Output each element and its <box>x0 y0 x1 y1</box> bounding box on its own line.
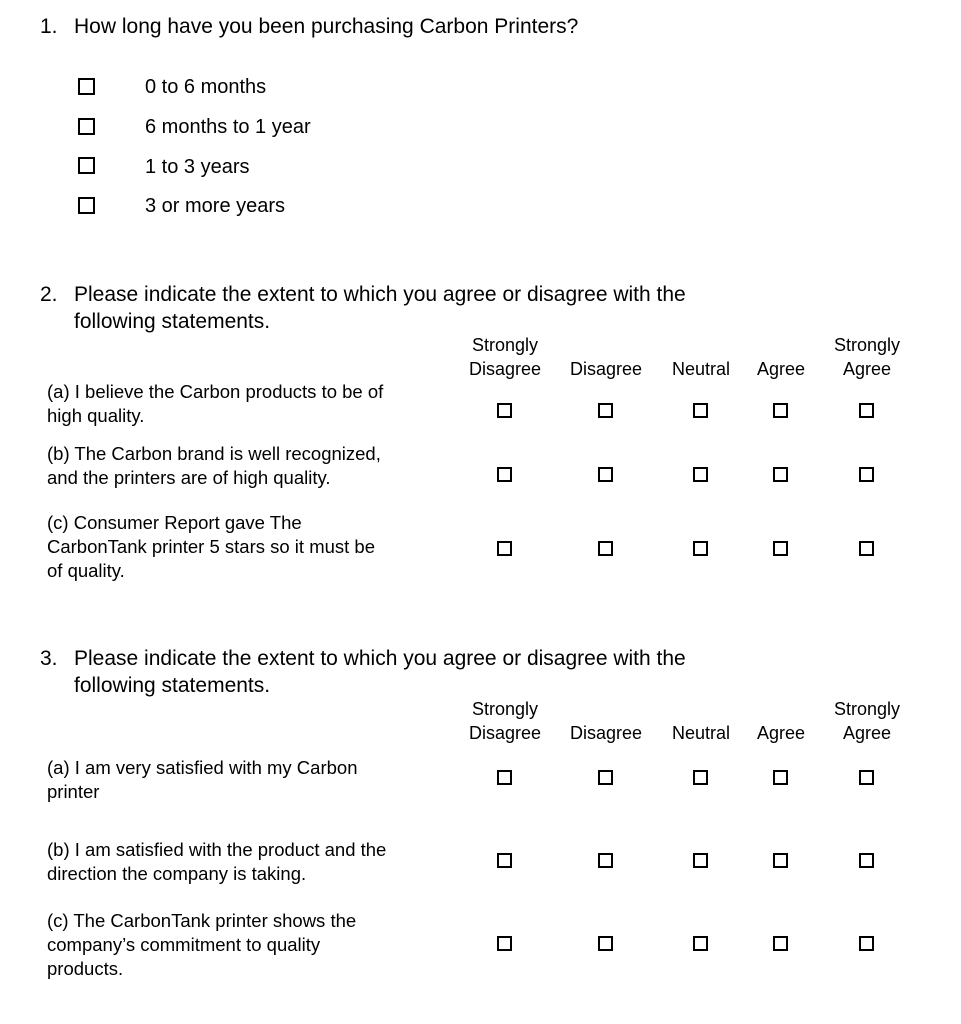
q2c-strongly-disagree-checkbox[interactable] <box>497 541 512 556</box>
q3c-strongly-disagree-checkbox[interactable] <box>497 936 512 951</box>
q3a-disagree-checkbox[interactable] <box>598 770 613 785</box>
q2b-strongly-agree-checkbox[interactable] <box>859 467 874 482</box>
q2-header-strongly-agree: Strongly Agree <box>833 335 901 379</box>
q1-option-3-checkbox[interactable] <box>78 157 95 174</box>
q3c-disagree-checkbox[interactable] <box>598 936 613 951</box>
q1-option-1-checkbox[interactable] <box>78 78 95 95</box>
q3b-disagree-checkbox[interactable] <box>598 853 613 868</box>
q1-option-4-checkbox[interactable] <box>78 197 95 214</box>
q2a-neutral-checkbox[interactable] <box>693 403 708 418</box>
q3-statement-b: (b) I am satisfied with the product and the direction the company is taking. <box>47 839 387 884</box>
q3-header-disagree: Disagree <box>569 723 643 743</box>
q1-number: 1. <box>40 15 58 38</box>
q2a-strongly-agree-checkbox[interactable] <box>859 403 874 418</box>
q3-question-line1: Please indicate the extent to which you agree or disagree with the <box>74 647 686 670</box>
q1-option-3-label: 1 to 3 years <box>145 156 250 178</box>
q2-header-neutral: Neutral <box>671 359 731 379</box>
q1-question: How long have you been purchasing Carbon Printers? <box>74 15 579 38</box>
q3b-neutral-checkbox[interactable] <box>693 853 708 868</box>
q2a-strongly-disagree-checkbox[interactable] <box>497 403 512 418</box>
q2-number: 2. <box>40 283 58 306</box>
q2c-strongly-agree-checkbox[interactable] <box>859 541 874 556</box>
q3b-agree-checkbox[interactable] <box>773 853 788 868</box>
q3a-agree-checkbox[interactable] <box>773 770 788 785</box>
q2a-disagree-checkbox[interactable] <box>598 403 613 418</box>
q3-number: 3. <box>40 647 58 670</box>
q3b-strongly-agree-checkbox[interactable] <box>859 853 874 868</box>
q2b-agree-checkbox[interactable] <box>773 467 788 482</box>
q3-statement-c: (c) The CarbonTank printer shows the company’s commitment to quality products. <box>47 910 357 979</box>
q3-question-line2: following statements. <box>74 674 271 697</box>
q3a-neutral-checkbox[interactable] <box>693 770 708 785</box>
q1-option-1-label: 0 to 6 months <box>145 76 267 98</box>
q1-option-4-label: 3 or more years <box>145 195 286 217</box>
q2-header-strongly-disagree: Strongly Disagree <box>468 335 542 379</box>
q2-statement-c: (c) Consumer Report gave The CarbonTank printer 5 stars so it must be of quality. <box>47 512 376 581</box>
q3-header-strongly-agree: Strongly Agree <box>833 699 901 743</box>
q2c-neutral-checkbox[interactable] <box>693 541 708 556</box>
q1-option-2-checkbox[interactable] <box>78 118 95 135</box>
q2-statement-b: (b) The Carbon brand is well recognized, and the printers are of high quality. <box>47 443 381 488</box>
q3-statement-a: (a) I am very satisfied with my Carbon printer <box>47 757 358 802</box>
q2a-agree-checkbox[interactable] <box>773 403 788 418</box>
q3-header-strongly-disagree: Strongly Disagree <box>468 699 542 743</box>
q2-question-line2: following statements. <box>74 310 271 333</box>
q2b-strongly-disagree-checkbox[interactable] <box>497 467 512 482</box>
q3c-strongly-agree-checkbox[interactable] <box>859 936 874 951</box>
q2c-agree-checkbox[interactable] <box>773 541 788 556</box>
q2-header-disagree: Disagree <box>569 359 643 379</box>
q3b-strongly-disagree-checkbox[interactable] <box>497 853 512 868</box>
q3c-neutral-checkbox[interactable] <box>693 936 708 951</box>
q3a-strongly-agree-checkbox[interactable] <box>859 770 874 785</box>
q3-header-agree: Agree <box>756 723 806 743</box>
q3-header-neutral: Neutral <box>671 723 731 743</box>
q1-option-2-label: 6 months to 1 year <box>145 116 311 138</box>
q3a-strongly-disagree-checkbox[interactable] <box>497 770 512 785</box>
q2b-neutral-checkbox[interactable] <box>693 467 708 482</box>
q2c-disagree-checkbox[interactable] <box>598 541 613 556</box>
q2-header-agree: Agree <box>756 359 806 379</box>
q2-statement-a: (a) I believe the Carbon products to be of high quality. <box>47 381 384 426</box>
q2-question-line1: Please indicate the extent to which you agree or disagree with the <box>74 283 686 306</box>
q2b-disagree-checkbox[interactable] <box>598 467 613 482</box>
q3c-agree-checkbox[interactable] <box>773 936 788 951</box>
